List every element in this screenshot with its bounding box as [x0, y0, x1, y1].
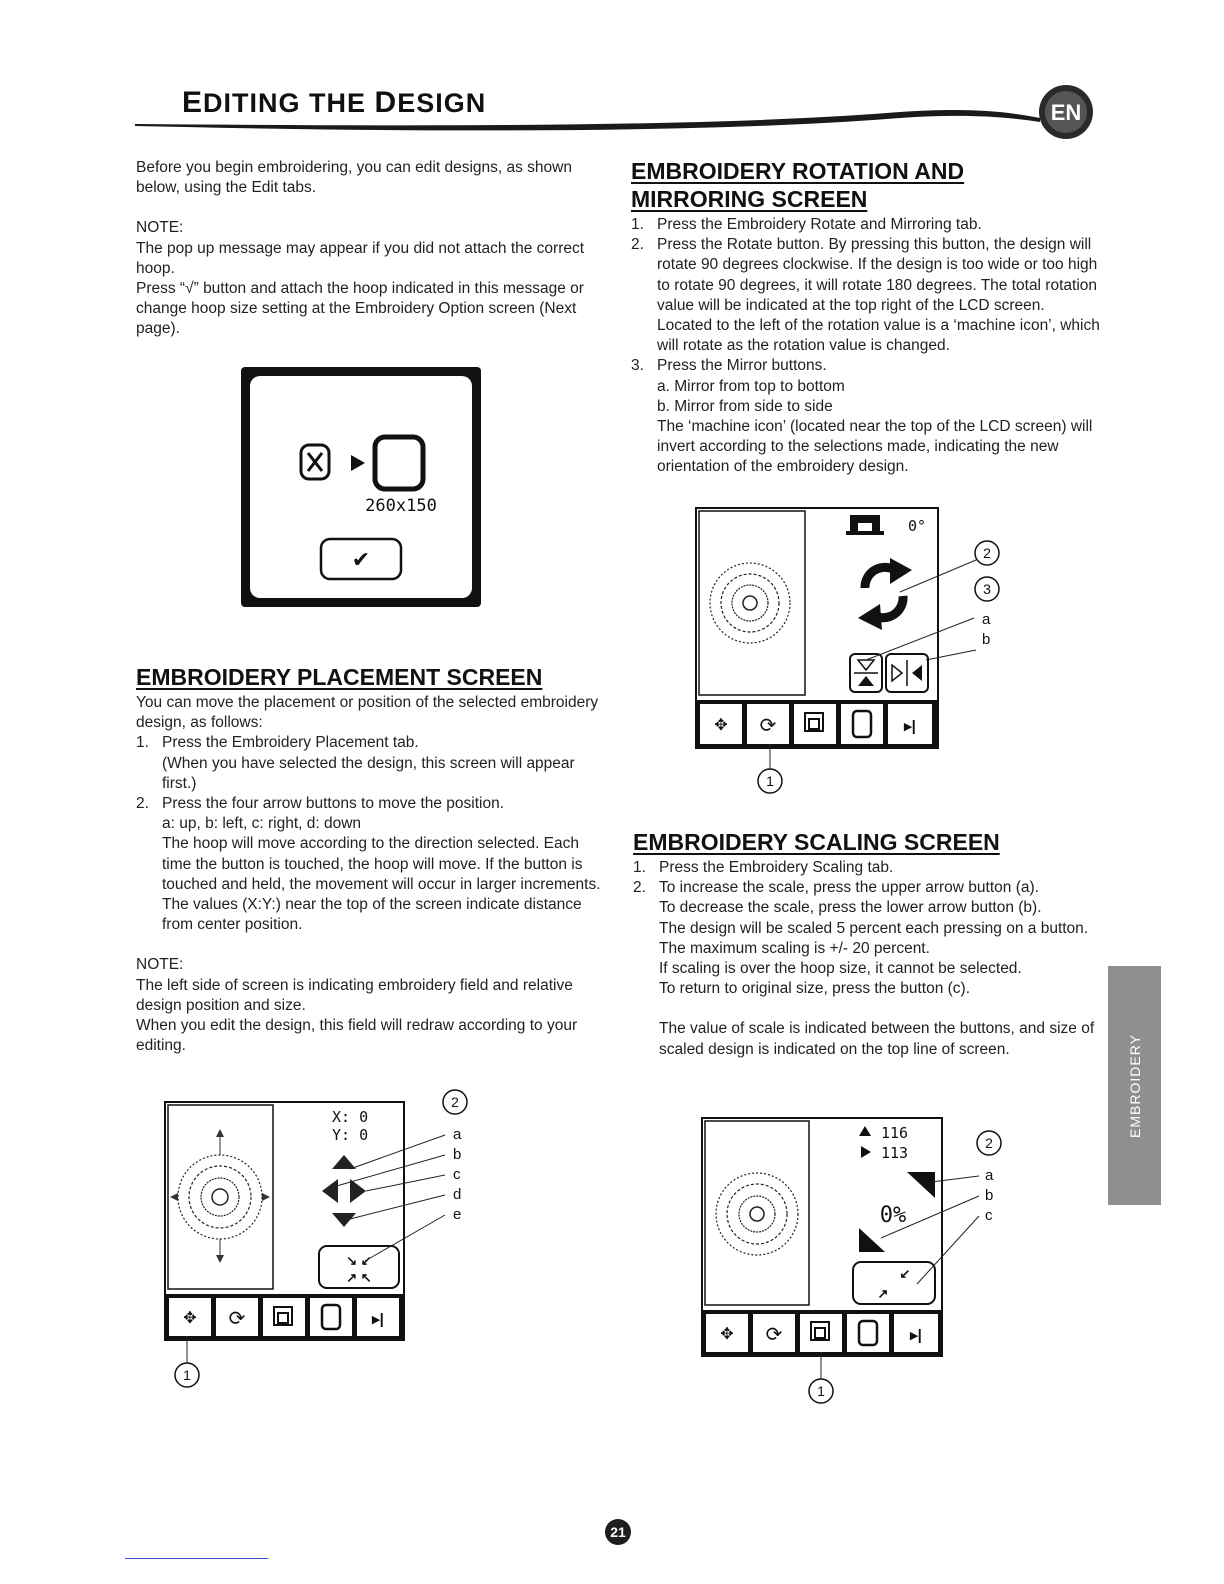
check-icon: ✔ [351, 547, 371, 572]
language-badge-text: EN [1050, 100, 1082, 125]
svg-text:↙: ↙ [899, 1266, 911, 1281]
rotation-screen [690, 500, 1020, 800]
section-side-tab [1108, 966, 1161, 1205]
y-offset-label: Y: 0 [332, 1126, 369, 1144]
tab-rotate[interactable] [216, 1298, 258, 1336]
callout-num-1: 1 [817, 1383, 825, 1399]
callout-c: c [985, 1207, 993, 1224]
ok-button[interactable] [321, 539, 401, 579]
center-button[interactable] [319, 1246, 399, 1288]
callout-b: b [453, 1146, 462, 1163]
arrow-right-icon [351, 455, 365, 471]
reset-scale-button[interactable] [853, 1262, 935, 1304]
tab-placement[interactable] [706, 1314, 748, 1352]
wrong-hoop-icon [301, 445, 329, 479]
rotation-section [631, 157, 1101, 478]
rotation-step: 3. Press the Mirror buttons. a. Mirror from top to bottom b. Mirror from side to side The ‘machine icon’ (located near the top of the LCD screen) will invert according to the selections made, indicating the new orientation of the embroidery design. [631, 357, 1093, 476]
svg-text:▸|: ▸| [904, 718, 916, 735]
placement-screen [160, 1085, 480, 1395]
svg-text:⟳: ⟳ [228, 1308, 246, 1330]
scaling-step: 2. To increase the scale, press the upper arrow button (a). To decrease the scale, press the lower arrow button (b). The design will be scaled 5 percent each pressing on a button. The maximum scaling is +/- 20 percent. If scaling is over the hoop size, it cannot be selected. To return to original size, press the button (c). The value of scale is indicated between the buttons, and size of scaled design is indicated on the top line of screen. [633, 879, 1095, 1058]
callout-b: b [982, 631, 991, 648]
hoop-size-label: 260x150 [365, 496, 437, 516]
rotation-title-line1: EMBROIDERY ROTATION AND [631, 158, 965, 184]
intro-note-line: The pop up message may appear if you did not attach the correct hoop. [136, 239, 585, 277]
svg-text:▸|: ▸| [372, 1311, 384, 1328]
design-thumbnail [710, 563, 790, 643]
scaling-screen [695, 1110, 1015, 1410]
callout-num-3: 3 [983, 581, 991, 597]
callout-c: c [453, 1166, 461, 1183]
tab-rotate[interactable] [753, 1314, 795, 1352]
tab-scale[interactable] [794, 704, 836, 744]
footer-rule [125, 1558, 268, 1559]
tab-hoop[interactable] [310, 1298, 352, 1336]
design-thumbnail [178, 1155, 262, 1239]
svg-text:↗: ↗ [877, 1286, 889, 1301]
intro-note-line: Press “√” button and attach the hoop indicated in this message or change hoop size setting at the Embroidery Option screen (Next page). [136, 280, 584, 338]
placement-step: 1. Press the Embroidery Placement tab. (When you have selected the design, this screen will appear first.) [136, 734, 575, 792]
tab-next[interactable] [357, 1298, 399, 1336]
callout-b: b [985, 1187, 994, 1204]
tab-placement[interactable] [700, 704, 742, 744]
callout-num-2: 2 [983, 545, 991, 561]
intro-note-label: NOTE: [136, 219, 184, 237]
placement-intro: You can move the placement or position of the selected embroidery design, as follows: [136, 694, 599, 732]
callout-a: a [453, 1126, 462, 1143]
svg-text:↘ ↙: ↘ ↙ [346, 1253, 372, 1268]
page-title: EDITING THE DESIGN [182, 86, 487, 119]
tab-next[interactable] [894, 1314, 938, 1352]
tab-placement[interactable] [169, 1298, 211, 1336]
scaling-title: EMBROIDERY SCALING SCREEN [633, 829, 1000, 855]
tab-hoop[interactable] [841, 704, 883, 744]
design-thumbnail [716, 1173, 798, 1255]
correct-hoop-icon [375, 437, 423, 489]
svg-text:↗ ↖: ↗ ↖ [346, 1270, 372, 1285]
callout-a: a [982, 611, 991, 628]
tab-scale[interactable] [800, 1314, 842, 1352]
page-number: 21 [605, 1519, 631, 1545]
callout-num-2: 2 [985, 1135, 993, 1151]
intro-block [136, 158, 606, 340]
tab-next[interactable] [888, 704, 932, 744]
x-offset-label: X: 0 [332, 1108, 369, 1126]
hoop-popup-screen [241, 367, 481, 607]
callout-d: d [453, 1186, 462, 1203]
rotation-step: 1. Press the Embroidery Rotate and Mirroring tab. [631, 216, 982, 233]
side-tab-label: EMBROIDERY [1126, 1033, 1143, 1138]
placement-section [136, 663, 606, 1056]
scaled-height: 116 [881, 1124, 909, 1142]
language-badge [1032, 82, 1096, 142]
svg-text:⟳: ⟳ [765, 1324, 783, 1346]
rotation-step: 2. Press the Rotate button. By pressing this button, the design will rotate 90 degrees clockwise. If the design is too wide or too high to rotate 90 degrees, it will rotate 180 degrees. The total rotation value will be indicated at the top right of the LCD screen. Located to the left of the rotation value is a ‘machine icon’, which will rotate as the rotation value is changed. [631, 236, 1100, 355]
scale-percent: 0% [879, 1203, 907, 1228]
callout-e: e [453, 1206, 462, 1223]
svg-text:⟳: ⟳ [759, 715, 777, 737]
callout-num-2: 2 [451, 1094, 459, 1110]
placement-note-line: When you edit the design, this field will redraw according to your editing. [136, 1017, 578, 1055]
placement-note-line: The left side of screen is indicating embroidery field and relative design position and size. [136, 976, 573, 1014]
svg-text:✥: ✥ [183, 1310, 197, 1327]
rotation-angle: 0° [908, 517, 927, 535]
scaling-step: 1. Press the Embroidery Scaling tab. [633, 859, 894, 876]
callout-a: a [985, 1167, 994, 1184]
intro-text: Before you begin embroidering, you can edit designs, as shown below, using the Edit tabs. [136, 159, 572, 197]
tab-rotate[interactable] [747, 704, 789, 744]
callout-num-1: 1 [766, 773, 774, 789]
tab-scale[interactable] [263, 1298, 305, 1336]
scaled-width: 113 [881, 1144, 909, 1162]
mirror-horizontal-button[interactable] [886, 654, 928, 692]
svg-text:✥: ✥ [714, 717, 728, 734]
placement-title: EMBROIDERY PLACEMENT SCREEN [136, 664, 543, 690]
svg-text:▸|: ▸| [910, 1327, 922, 1344]
callout-num-1: 1 [183, 1367, 191, 1383]
placement-step: 2. Press the four arrow buttons to move the position. a: up, b: left, c: right, d: down The hoop will move according to the direction selected. Each time the button is touched, the hoop will move. If the button is touched and held, the movement will occur in larger increments. The values (X:Y:) near the top of the screen indicate distance from center position. [136, 795, 601, 934]
svg-text:✥: ✥ [720, 1326, 734, 1343]
rotation-title-line2: MIRRORING SCREEN [631, 186, 868, 212]
placement-note-label: NOTE: [136, 956, 184, 974]
tab-hoop[interactable] [847, 1314, 889, 1352]
scaling-section [633, 828, 1103, 1060]
